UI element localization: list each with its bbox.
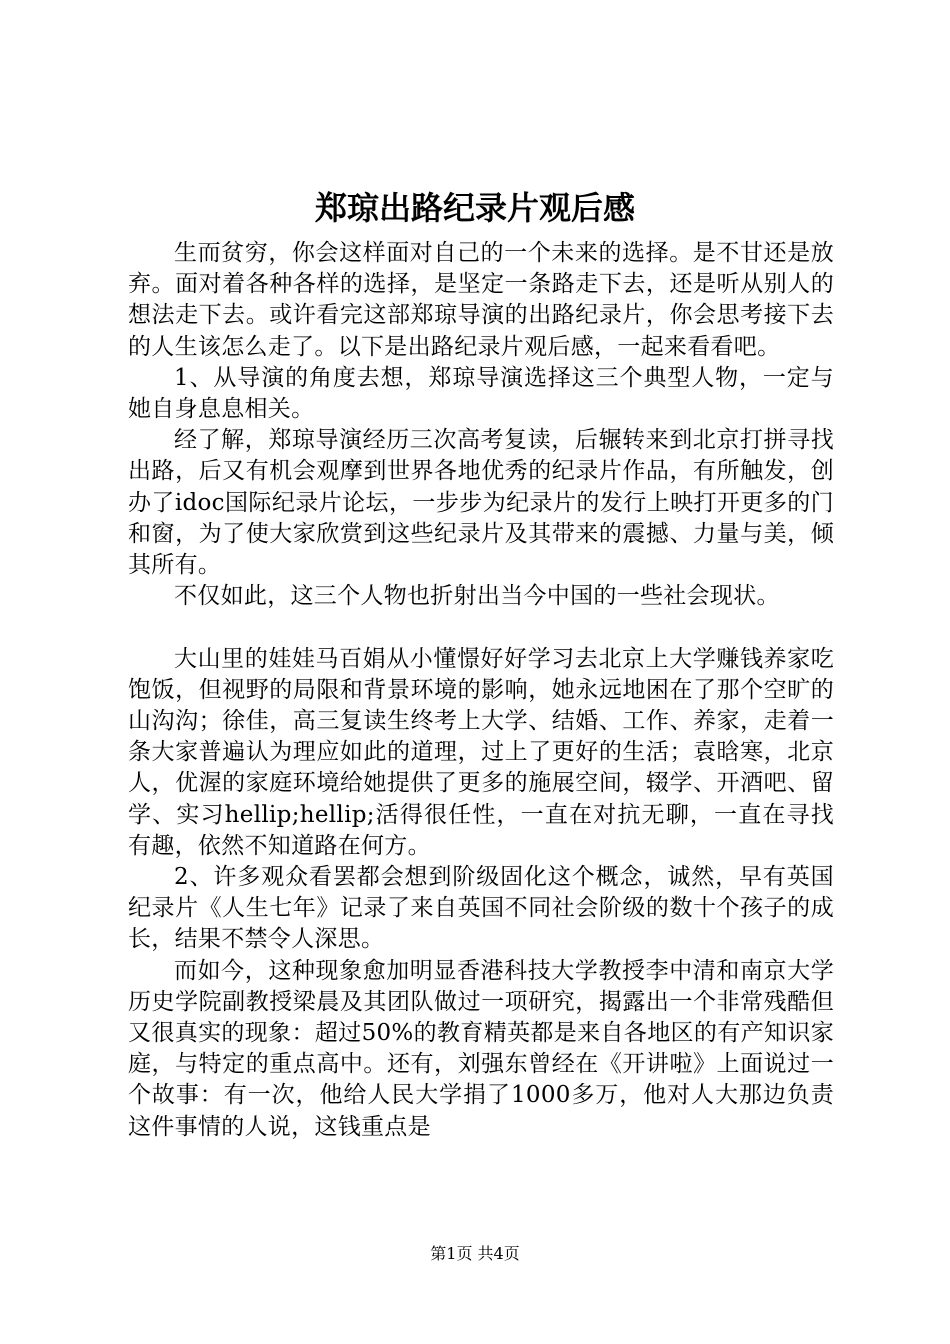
- paragraph-research: 而如今，这种现象愈加明显香港科技大学教授李中清和南京大学历史学院副教授梁晨及其团队做过一项研究，揭露出一个非常残酷但又很真实的现象：超过50%的教育精英都是来自各地区的有产知识家庭，与特定的重点高中。还有，刘强东曾经在《开讲啦》上面说过一个故事：有一次，他给人民大学捐了1000多万，他对人大那边负责这件事情的人说，这钱重点是: [128, 957, 834, 1140]
- document-title: 郑琼出路纪录片观后感: [314, 189, 635, 227]
- page-footer: 第1页 共4页: [430, 1244, 520, 1263]
- paragraph-social-reality: 不仅如此，这三个人物也折射出当今中国的一些社会现状。: [174, 583, 780, 610]
- paragraph-point-1: 1、从导演的角度去想，郑琼导演选择这三个典型人物，一定与她自身息息相关。: [128, 364, 834, 423]
- paragraph-director-background: 经了解，郑琼导演经历三次高考复读，后辗转来到北京打拼寻找出路，后又有机会观摩到世界各地优秀的纪录片作品，有所触发，创办了idoc国际纪录片论坛，一步步为纪录片的发行上映打开更多的门和窗，为了使大家欣赏到这些纪录片及其带来的震撼、力量与美，倾其所有。: [128, 427, 834, 579]
- paragraph-intro: 生而贫穷，你会这样面对自己的一个未来的选择。是不甘还是放弃。面对着各种各样的选择，是坚定一条路走下去，还是听从别人的想法走下去。或许看完这部郑琼导演的出路纪录片，你会思考接下去的人生该怎么走了。以下是出路纪录片观后感，一起来看看吧。: [128, 240, 834, 360]
- paragraph-point-2: 2、许多观众看罢都会想到阶级固化这个概念，诚然，早有英国纪录片《人生七年》记录了来自英国不同社会阶级的数十个孩子的成长，结果不禁令人深思。: [128, 864, 834, 953]
- paragraph-blank: [128, 612, 834, 643]
- paragraph-three-people: 大山里的娃娃马百娟从小懂憬好好学习去北京上大学赚钱养家吃饱饭，但视野的局限和背景环境的影响，她永远地困在了那个空旷的山沟沟；徐佳，高三复读生终考上大学、结婚、工作、养家，走着一条大家普遍认为理应如此的道理，过上了更好的生活；袁晗寒，北京人，优渥的家庭环境给她提供了更多的施展空间，辍学、开酒吧、留学、实习hellip;hellip;活得很任性，一直在对抗无聊，一直在寻找有趣，依然不知道路在何方。: [128, 645, 834, 859]
- document-body: [128, 238, 834, 1143]
